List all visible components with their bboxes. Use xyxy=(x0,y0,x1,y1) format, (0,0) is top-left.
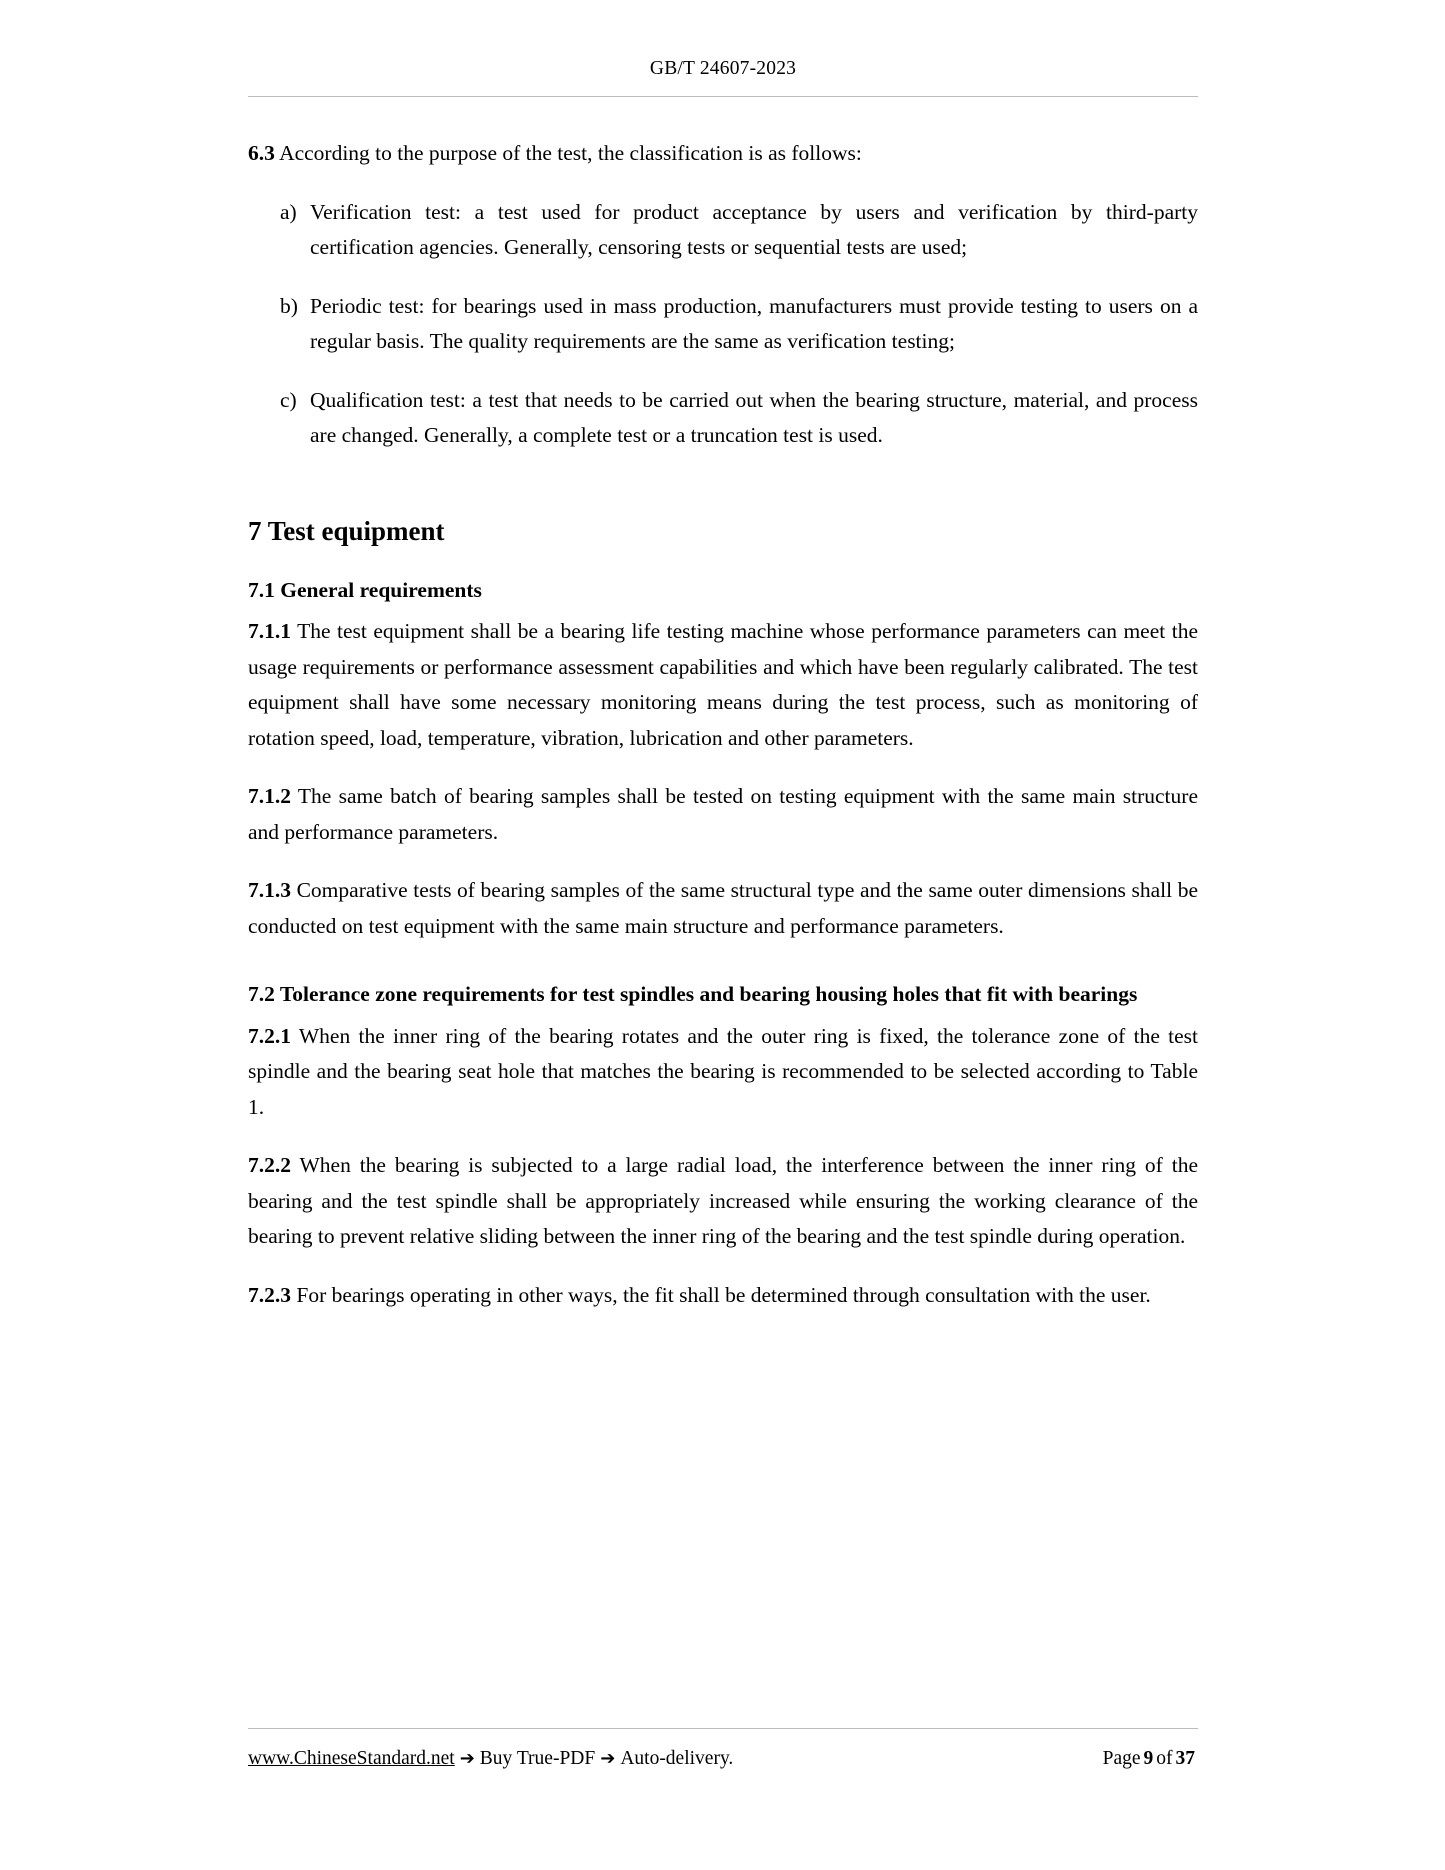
clause-7-2-1 xyxy=(248,1019,1198,1126)
clause-6-3-text: According to the purpose of the test, the classification is as follows: xyxy=(274,141,862,165)
clause-7-1-2 xyxy=(248,779,1198,850)
clause-7-2-3 xyxy=(248,1278,1198,1314)
clause-7-1-1 xyxy=(248,614,1198,756)
clause-7-2-2 xyxy=(248,1148,1198,1255)
list-item xyxy=(248,195,1198,266)
list-item-marker: a) xyxy=(280,199,297,224)
clause-7-1-3-text: Comparative tests of bearing samples of the same structural type and the same outer dimensions shall be conducted on test equipment with the same main structure and performance parameters. xyxy=(248,878,1198,938)
clause-7-2-3-number: 7.2.3 xyxy=(248,1282,291,1307)
clause-7-2-2-number: 7.2.2 xyxy=(248,1153,291,1177)
section-heading-7: 7 Test equipment xyxy=(248,515,445,546)
page-header xyxy=(248,58,1198,80)
clause-7-2-2-text: When the bearing is subjected to a large radial load, the interference between the inner ring of the bearing and the test spindle shall be appropriately increased while ensuring the working clearance of the bearing to prevent relative sliding between the inner ring of the bearing and the test spindle during operation. xyxy=(248,1153,1198,1248)
clause-7-1-1-text: The test equipment shall be a bearing life testing machine whose performance parameters can meet the usage requirements or performance assessment capabilities and which have been regularly calibrated. The test equipment shall have some necessary monitoring means during the test process, such as monitoring of rotation speed, load, temperature, vibration, lubrication and other parameters. xyxy=(248,619,1198,750)
standard-id: GB/T 24607-2023 xyxy=(649,58,797,79)
list-item-text: Qualification test: a test that needs to be carried out when the bearing structure, material, and process are changed. Generally, a complete test or a truncation test is used. xyxy=(310,387,1198,447)
footer-site-link[interactable]: www.ChineseStandard.net xyxy=(248,1748,455,1769)
footer-page-label: Page xyxy=(1102,1748,1141,1769)
header-divider xyxy=(248,96,1198,97)
footer-promo xyxy=(248,1748,1103,1770)
clause-6-3-number: 6.3 xyxy=(248,141,275,165)
list-item-text: Verification test: a test used for product acceptance by users and verification by third-party certification agencies. Generally, censoring tests or sequential tests are used; xyxy=(310,199,1198,259)
footer-page-number: 9 xyxy=(1143,1748,1154,1769)
list-item-text: Periodic test: for bearings used in mass production, manufacturers must provide testing to users on a regular basis. The quality requirements are the same as verification testing; xyxy=(310,293,1198,353)
clause-7-1-2-number: 7.1.2 xyxy=(248,784,291,808)
section-heading-7-2: 7.2 Tolerance zone requirements for test spindles and bearing housing holes that fit with bearings xyxy=(248,982,1138,1006)
footer-total-pages: 37 xyxy=(1175,1748,1195,1769)
clause-7-1-1-number: 7.1.1 xyxy=(248,619,291,643)
list-item xyxy=(248,289,1198,360)
clause-7-1-2-text: The same batch of bearing samples shall be tested on testing equipment with the same main structure and performance parameters. xyxy=(248,784,1198,844)
footer-pagination xyxy=(1103,1748,1198,1770)
arrow-right-icon: ➔ xyxy=(600,1748,616,1769)
clause-7-2-3-text: For bearings operating in other ways, the fit shall be determined through consultation with the user. xyxy=(291,1282,1151,1307)
clause-7-2-1-text: When the inner ring of the bearing rotates and the outer ring is fixed, the tolerance zone of the test spindle and the bearing seat hole that matches the bearing is recommended to be selected according to Table 1. xyxy=(248,1023,1198,1119)
footer-of-label: of xyxy=(1156,1748,1173,1769)
list-item xyxy=(248,383,1198,454)
arrow-right-icon: ➔ xyxy=(459,1748,475,1769)
clause-6-3 xyxy=(248,136,1198,172)
clause-7-2-1-number: 7.2.1 xyxy=(248,1023,291,1048)
list-item-marker: c) xyxy=(280,387,297,412)
clause-7-1-3-number: 7.1.3 xyxy=(248,878,291,902)
section-heading-7-1: 7.1 General requirements xyxy=(248,577,482,602)
footer-delivery-text: Auto-delivery. xyxy=(620,1748,734,1769)
footer-divider xyxy=(248,1728,1198,1729)
list-item-marker: b) xyxy=(280,293,298,318)
clause-6-3-list xyxy=(248,195,1198,454)
page-footer xyxy=(248,1748,1198,1770)
page-content xyxy=(248,136,1198,1336)
footer-buy-text: Buy True-PDF xyxy=(479,1748,596,1769)
clause-7-1-3 xyxy=(248,873,1198,944)
